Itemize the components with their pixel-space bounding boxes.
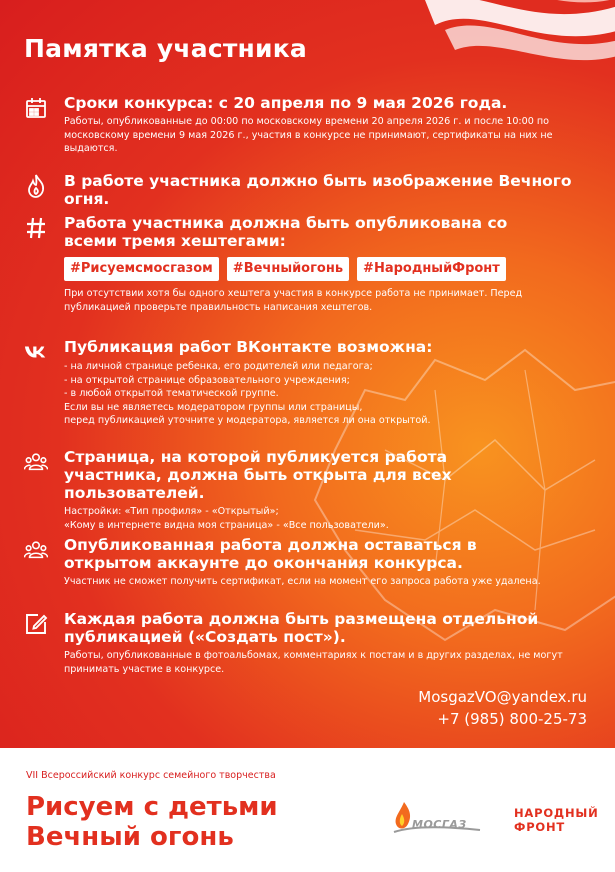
- section-separate-post: [24, 610, 599, 676]
- section-heading: Страница, на которой публикуется работа участника, должна быть открыта для всех пользователей.: [64, 448, 452, 502]
- section-hashtags: [24, 214, 599, 314]
- section-heading: Каждая работа должна быть размещена отдельной публикацией («Создать пост»).: [64, 610, 539, 646]
- section-heading: Работа участника должна быть опубликована со всеми тремя хештегами:: [64, 214, 508, 250]
- section-text: Работы, опубликованные до 00:00 по московскому времени 20 апреля 2026 г. и после 10:00 по московскому времени 9 мая 2026 г., участия в конкурсе не принимают, сертификаты на них не выдаются.: [64, 116, 553, 154]
- mosgaz-logo-text: МОСГАЗ: [412, 818, 467, 831]
- list-item: - на личной странице ребенка, его родителей или педагога;: [64, 361, 373, 372]
- hashtag-badge: #Рисуемсмосгазом: [64, 257, 219, 281]
- contest-title: [26, 792, 278, 852]
- contact-phone[interactable]: +7 (985) 800-25-73: [437, 710, 587, 728]
- list-item: Если вы не являетесь модератором группы или страницы,: [64, 401, 363, 413]
- list-item: Настройки: «Тип профиля» - «Открытый»;: [64, 506, 279, 517]
- contest-title-line: Рисуем с детьми: [26, 792, 278, 822]
- section-heading: Опубликованная работа должна оставаться в открытом аккаунте до окончания конкурса.: [64, 536, 477, 572]
- hashtag-list: [64, 257, 599, 281]
- contacts: [418, 686, 587, 730]
- contest-title-line: Вечный огонь: [26, 822, 234, 852]
- list-item: - на открытой странице образовательного учреждения;: [64, 374, 350, 386]
- section-text: Работы, опубликованные в фотоальбомах, комментариях к постам и в других разделах, не могут принимать участие в конкурсе.: [64, 650, 563, 675]
- section-vk: [24, 338, 599, 428]
- section-text: При отсутствии хотя бы одного хештега участия в конкурсе работа не принимает. Перед публикацией проверьте правильность написания хештегов.: [64, 288, 523, 313]
- section-heading: Сроки конкурса: с 20 апреля по 9 мая 2026 года.: [64, 94, 508, 112]
- logo-line: ФРОНТ: [514, 820, 566, 834]
- edit-icon: [24, 612, 48, 636]
- hashtag-icon: [24, 216, 48, 240]
- section-list: [64, 505, 599, 532]
- page-title: Памятка участника: [24, 34, 307, 63]
- section-keep-published: [24, 536, 599, 589]
- section-heading: Публикация работ ВКонтакте возможна:: [64, 338, 433, 356]
- list-item: перед публикацией уточните у модератора, является ли она открытой.: [64, 415, 431, 426]
- users-icon: [24, 538, 48, 562]
- footer: [0, 748, 615, 872]
- flame-icon: [24, 174, 48, 198]
- users-icon: [24, 450, 48, 474]
- narodny-front-logo: [514, 806, 599, 834]
- calendar-icon: [24, 96, 48, 120]
- contest-name: VII Всероссийский конкурс семейного творчества: [26, 770, 276, 781]
- section-flame: [24, 172, 599, 208]
- section-page-open: [24, 448, 599, 532]
- list-item: - в любой открытой тематической группе.: [64, 388, 279, 399]
- section-dates: [24, 94, 599, 156]
- hashtag-badge: #Вечныйогонь: [227, 257, 349, 281]
- section-heading: В работе участника должно быть изображение Вечного огня.: [64, 172, 572, 208]
- contact-email[interactable]: MosgazVO@yandex.ru: [418, 688, 587, 706]
- list-item: «Кому в интернете видна моя страница» - «Все пользователи».: [64, 519, 389, 531]
- logo-line: НАРОДНЫЙ: [514, 806, 599, 820]
- section-list: [64, 360, 599, 428]
- flag-decoration: [405, 0, 615, 80]
- vk-icon: [24, 340, 48, 364]
- hashtag-badge: #НародныйФронт: [357, 257, 506, 281]
- section-text: Участник не сможет получить сертификат, если на момент его запроса работа уже удалена.: [64, 576, 541, 587]
